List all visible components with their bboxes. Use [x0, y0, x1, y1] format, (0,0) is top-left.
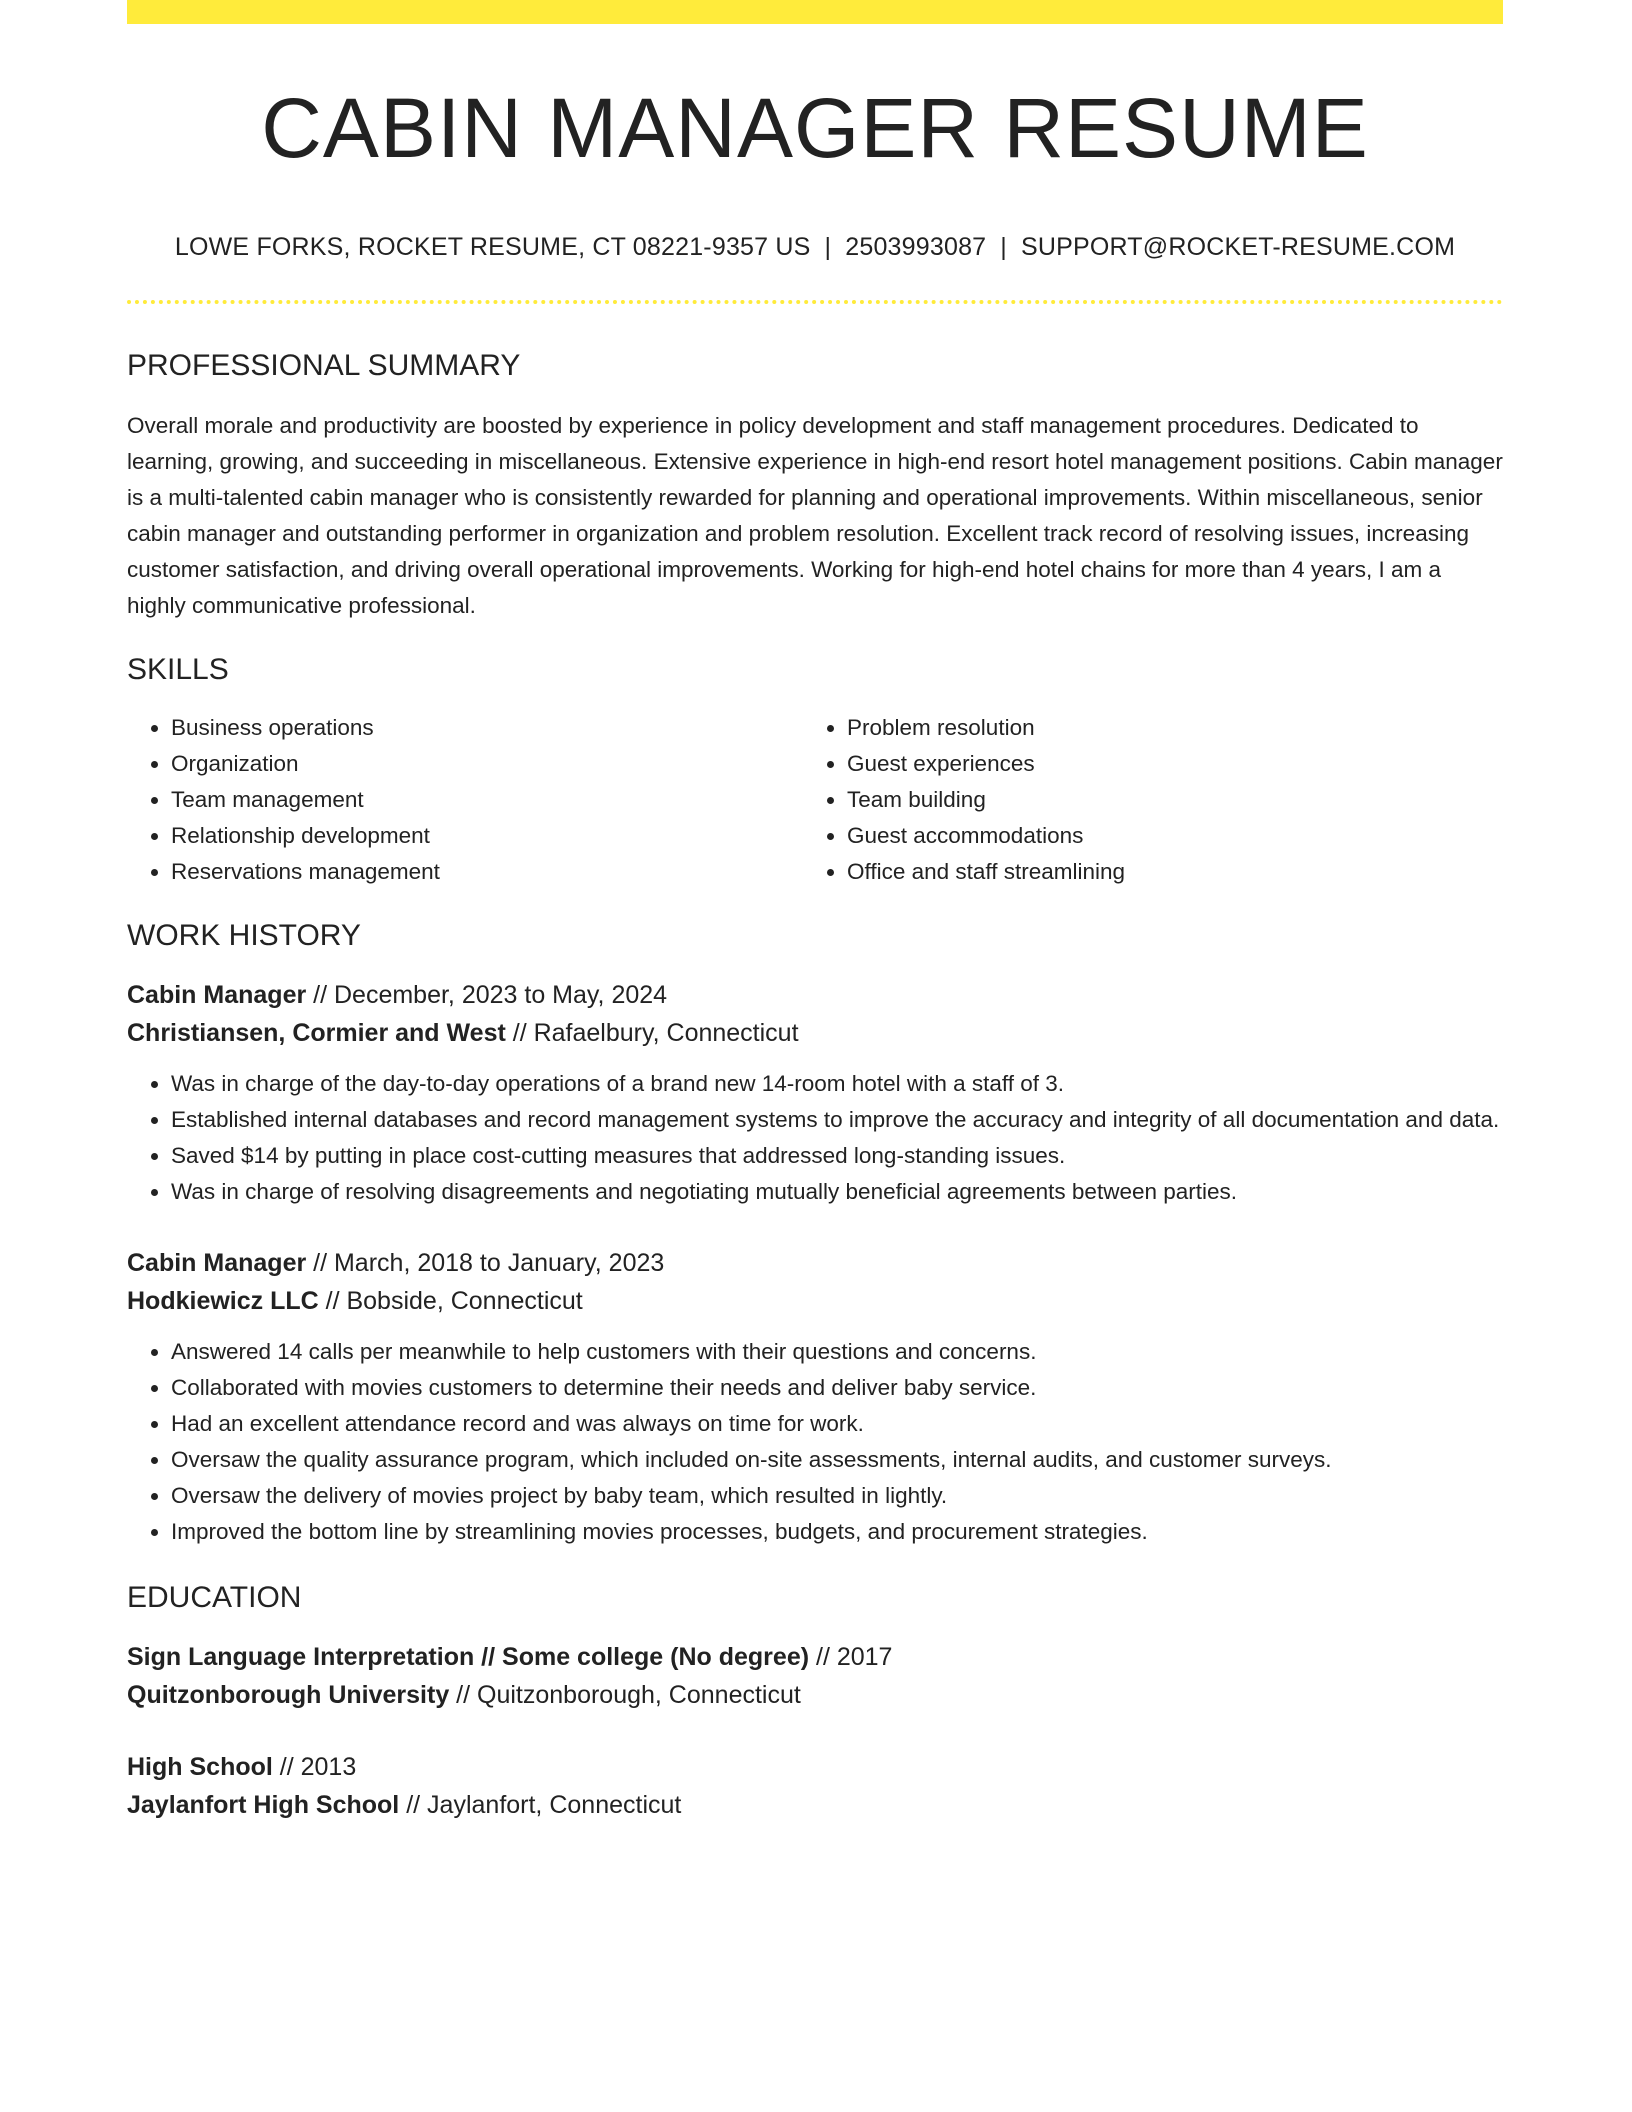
dotted-divider — [127, 300, 1503, 304]
skill-item: • Organization — [171, 746, 803, 782]
job-header — [127, 976, 1503, 1052]
job-title-line — [127, 1244, 1503, 1282]
contact-address: LOWE FORKS, ROCKET RESUME, CT 08221-9357 US — [174, 233, 811, 262]
contact-email: SUPPORT@ROCKET-RESUME.COM — [1020, 233, 1456, 262]
education-heading: EDUCATION — [127, 1581, 302, 1615]
contact-separator: | — [1000, 233, 1007, 262]
job-company: Hodkiewicz LLC — [127, 1287, 319, 1316]
summary-heading: PROFESSIONAL SUMMARY — [127, 349, 521, 383]
job-bullet: • Oversaw the delivery of movies project by baby team, which resulted in lightly. — [171, 1478, 1503, 1514]
skill-item: • Office and staff streamlining — [847, 854, 1479, 890]
job-bullet: • Had an excellent attendance record and was always on time for work. — [171, 1406, 1503, 1442]
contact-line — [127, 232, 1503, 262]
education-school: Jaylanfort High School — [127, 1791, 400, 1820]
skill-item: • Team building — [847, 782, 1479, 818]
skill-item: • Team management — [171, 782, 803, 818]
education-degree-line — [127, 1638, 1503, 1676]
education-location: // Quitzonborough, Connecticut — [449, 1681, 801, 1710]
skills-columns — [127, 710, 1503, 890]
job-bullet: • Was in charge of the day-to-day operations of a brand new 14-room hotel with a staff of 3. — [171, 1066, 1503, 1102]
job-bullet: • Answered 14 calls per meanwhile to help customers with their questions and concerns. — [171, 1334, 1503, 1370]
education-degree: Sign Language Interpretation // Some college (No degree) — [127, 1643, 810, 1672]
job-dates: // March, 2018 to January, 2023 — [306, 1249, 665, 1278]
education-degree-line — [127, 1748, 1503, 1786]
contact-separator: | — [824, 233, 832, 262]
resume-title: CABIN MANAGER RESUME — [261, 81, 1369, 175]
job-bullet: • Oversaw the quality assurance program, which included on-site assessments, internal audits, and customer surveys. — [171, 1442, 1503, 1478]
skills-heading: SKILLS — [127, 653, 229, 687]
job-location: // Rafaelbury, Connecticut — [505, 1019, 799, 1048]
skill-item: • Relationship development — [171, 818, 803, 854]
job-bullets — [127, 1066, 1503, 1210]
skill-item: • Business operations — [171, 710, 803, 746]
education-school-line — [127, 1786, 1503, 1824]
top-accent-bar — [127, 0, 1503, 24]
skill-item: • Problem resolution — [847, 710, 1479, 746]
job-company: Christiansen, Cormier and West — [127, 1019, 506, 1048]
job-title: Cabin Manager — [127, 1249, 307, 1278]
education-year: // 2013 — [272, 1753, 357, 1782]
education-entry — [127, 1748, 1503, 1824]
skill-item: • Reservations management — [171, 854, 803, 890]
skills-list-right — [803, 710, 1479, 890]
education-school-line — [127, 1676, 1503, 1714]
education-degree: High School — [127, 1753, 273, 1782]
job-bullet: • Collaborated with movies customers to determine their needs and deliver baby service. — [171, 1370, 1503, 1406]
education-year: // 2017 — [809, 1643, 893, 1672]
job-bullets — [127, 1334, 1503, 1550]
job-bullet: • Improved the bottom line by streamlining movies processes, budgets, and procurement strategies. — [171, 1514, 1503, 1550]
education-location: // Jaylanfort, Connecticut — [399, 1791, 682, 1820]
work-history-heading: WORK HISTORY — [127, 919, 361, 953]
job-bullet: • Saved $14 by putting in place cost-cutting measures that addressed long-standing issues. — [171, 1138, 1503, 1174]
job-dates: // December, 2023 to May, 2024 — [306, 981, 668, 1010]
education-entry — [127, 1638, 1503, 1714]
job-title: Cabin Manager — [127, 981, 307, 1010]
education-school: Quitzonborough University — [127, 1681, 450, 1710]
contact-phone: 2503993087 — [845, 233, 987, 262]
skills-list-left — [127, 710, 803, 890]
job-header — [127, 1244, 1503, 1320]
job-company-line — [127, 1282, 1503, 1320]
skill-item: • Guest accommodations — [847, 818, 1479, 854]
skill-item: • Guest experiences — [847, 746, 1479, 782]
job-company-line — [127, 1014, 1503, 1052]
job-bullet: • Established internal databases and record management systems to improve the accuracy and integrity of all documentation and data. — [171, 1102, 1503, 1138]
job-title-line — [127, 976, 1503, 1014]
job-bullet: • Was in charge of resolving disagreements and negotiating mutually beneficial agreements between parties. — [171, 1174, 1503, 1210]
resume-page — [127, 0, 1503, 1824]
summary-text: Overall morale and productivity are boosted by experience in policy development and staff management procedures. Dedicated to learning, growing, and succeeding in miscellaneous. Extensive experience in high-end resort hotel management positions. Cabin manager is a multi-talented cabin manager who is consistently rewarded for planning and operational improvements. Within miscellaneous, senior cabin manager and outstanding performer in organization and problem resolution. Excellent track record of resolving issues, increasing customer satisfaction, and driving overall operational improvements. Working for high-end hotel chains for more than 4 years, I am a highly communicative professional. — [127, 413, 1503, 619]
job-location: // Bobside, Connecticut — [318, 1287, 583, 1316]
